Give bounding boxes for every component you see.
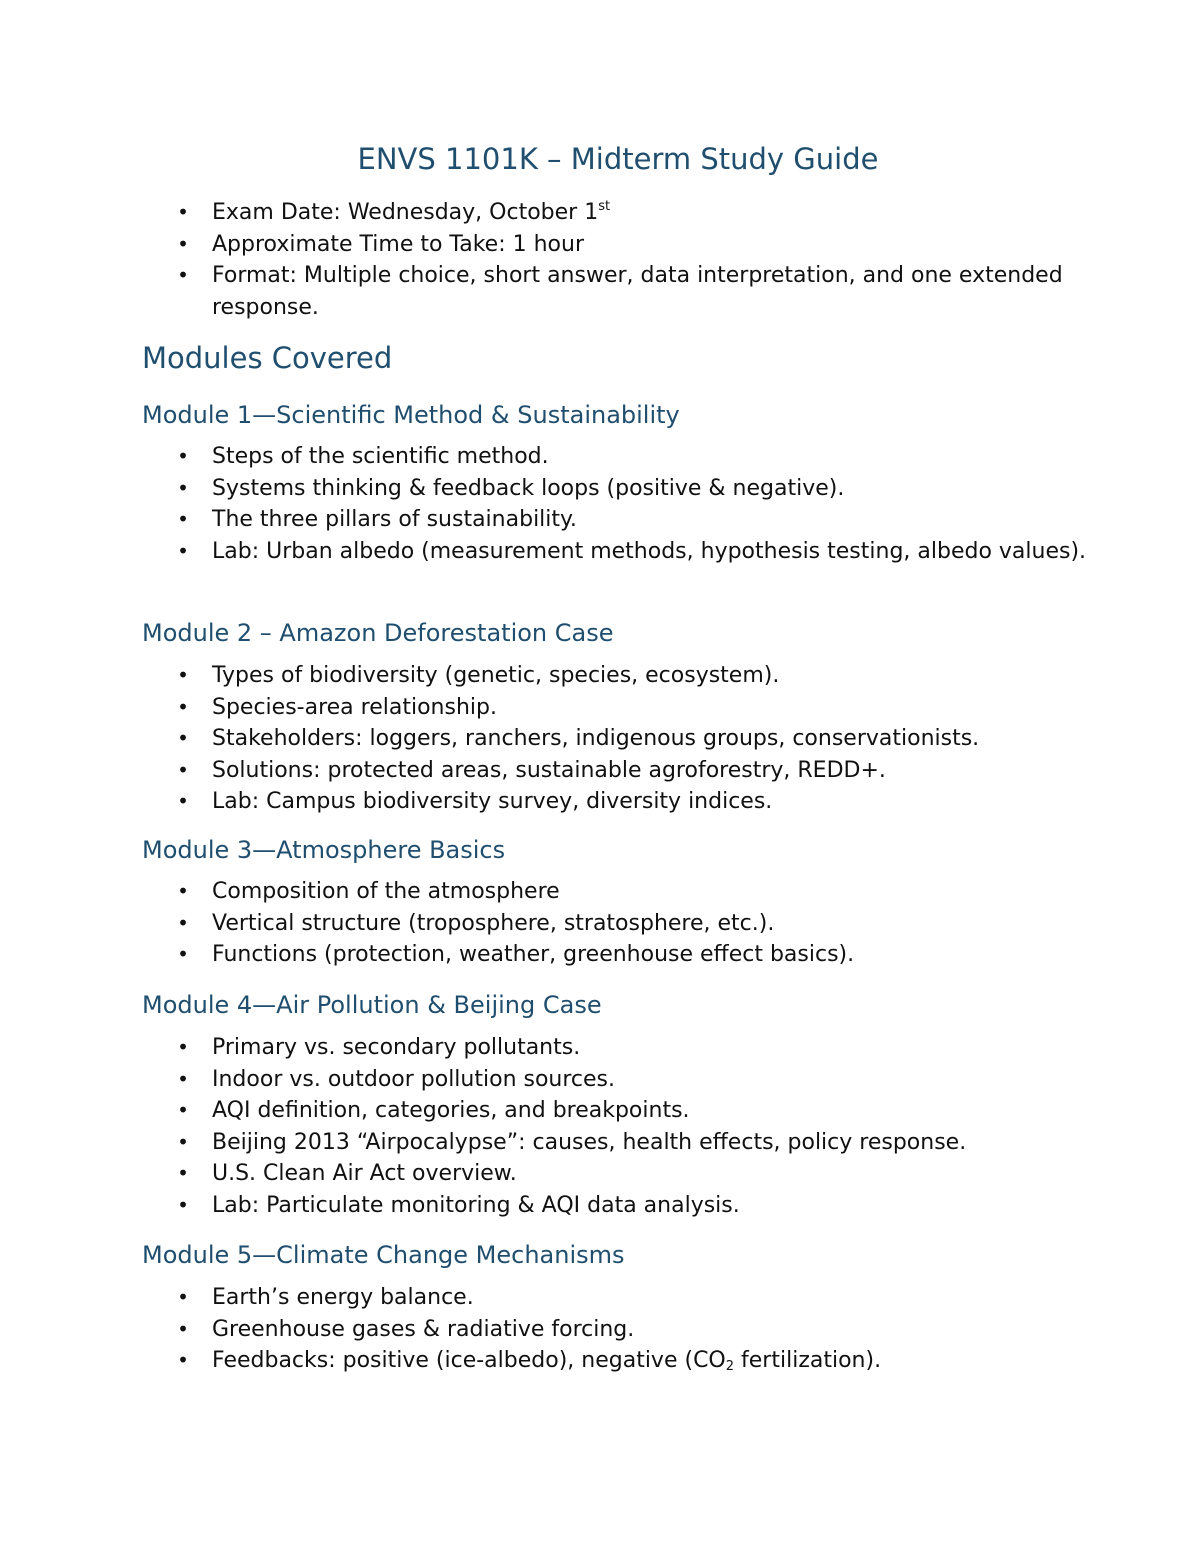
bullet-icon: •	[177, 507, 189, 531]
page-title: ENVS 1101K – Midterm Study Guide	[357, 142, 879, 176]
module-1-heading: Module 1—Scientific Method & Sustainability	[142, 401, 680, 429]
exam-info-list	[177, 197, 1092, 323]
list-item	[177, 473, 1092, 505]
list-item	[177, 1064, 1092, 1096]
exam-time-text: Approximate Time to Take: 1 hour	[212, 231, 584, 257]
list-item-text: Lab: Urban albedo (measurement methods, hypothesis testing, albedo values).	[212, 538, 1087, 564]
bullet-icon: •	[177, 1285, 189, 1309]
list-item	[177, 1095, 1092, 1127]
list-item-text-tail: fertilization).	[734, 1348, 882, 1373]
list-item	[177, 1127, 1092, 1159]
bullet-icon: •	[177, 1348, 189, 1372]
bullet-icon: •	[177, 263, 189, 287]
list-item	[177, 1345, 1092, 1377]
module-5-heading: Module 5—Climate Change Mechanisms	[142, 1241, 625, 1269]
bullet-icon: •	[177, 879, 189, 903]
module-3-list	[177, 876, 1092, 971]
modules-heading: Modules Covered	[142, 341, 393, 375]
bullet-icon: •	[177, 910, 189, 935]
bullet-icon: •	[177, 789, 189, 813]
bullet-icon: •	[177, 475, 189, 500]
bullet-icon: •	[177, 726, 189, 750]
bullet-icon: •	[177, 663, 189, 687]
list-item	[177, 536, 1092, 568]
list-item	[177, 755, 1092, 787]
list-item-text: Lab: Particulate monitoring & AQI data analysis.	[212, 1192, 740, 1218]
module-2-heading: Module 2 – Amazon Deforestation Case	[142, 619, 614, 647]
exam-date-text: Exam Date: Wednesday, October 1	[212, 200, 599, 225]
list-item-text: Steps of the scientific method.	[212, 444, 549, 469]
list-item	[177, 1190, 1092, 1222]
exam-format-text: Format: Multiple choice, short answer, data interpretation, and one extended response.	[212, 263, 1063, 320]
module-1-list	[177, 441, 1092, 567]
list-item-text: Stakeholders: loggers, ranchers, indigenous groups, conservationists.	[212, 726, 980, 751]
module-5-list	[177, 1282, 1092, 1377]
list-item	[177, 441, 1092, 473]
bullet-icon: •	[177, 1161, 189, 1185]
bullet-icon: •	[177, 1035, 189, 1059]
list-item-text: Systems thinking & feedback loops (positive & negative).	[212, 475, 845, 501]
list-item	[177, 229, 1092, 261]
bullet-icon: •	[177, 231, 189, 256]
list-item	[177, 1282, 1092, 1314]
list-item-text: Earth’s energy balance.	[212, 1285, 474, 1310]
list-item-text: Beijing 2013 “Airpocalypse”: causes, health effects, policy response.	[212, 1129, 967, 1155]
list-item-text: Vertical structure (troposphere, stratosphere, etc.).	[212, 910, 775, 936]
list-item	[177, 260, 1092, 323]
list-item	[177, 504, 1092, 536]
list-item-text: Greenhouse gases & radiative forcing.	[212, 1316, 635, 1342]
list-item-text: Functions (protection, weather, greenhouse effect basics).	[212, 942, 855, 967]
bullet-icon: •	[177, 1066, 189, 1091]
bullet-icon: •	[177, 694, 189, 719]
list-item	[177, 939, 1092, 971]
list-item	[177, 692, 1092, 724]
bullet-icon: •	[177, 538, 189, 563]
list-item	[177, 1314, 1092, 1346]
module-2-list	[177, 660, 1092, 818]
list-item-text: Lab: Campus biodiversity survey, diversity indices.	[212, 789, 773, 814]
list-item-text: Solutions: protected areas, sustainable agroforestry, REDD+.	[212, 757, 886, 783]
list-item	[177, 1032, 1092, 1064]
module-4-list	[177, 1032, 1092, 1221]
list-item-text: AQI definition, categories, and breakpoints.	[212, 1098, 690, 1123]
bullet-icon: •	[177, 1192, 189, 1217]
bullet-icon: •	[177, 1098, 189, 1122]
bullet-icon: •	[177, 757, 189, 782]
list-item	[177, 786, 1092, 818]
list-item-text: Species-area relationship.	[212, 694, 497, 720]
bullet-icon: •	[177, 1316, 189, 1341]
list-item	[177, 1158, 1092, 1190]
bullet-icon: •	[177, 942, 189, 966]
ordinal-suffix: st	[598, 199, 611, 214]
list-item-text: The three pillars of sustainability.	[212, 507, 577, 532]
list-item-text: Indoor vs. outdoor pollution sources.	[212, 1066, 616, 1092]
list-item	[177, 197, 1092, 229]
list-item	[177, 876, 1092, 908]
list-item-text: Types of biodiversity (genetic, species, ecosystem).	[212, 663, 780, 688]
subscript-two: 2	[725, 1359, 735, 1374]
list-item	[177, 723, 1092, 755]
list-item	[177, 660, 1092, 692]
bullet-icon: •	[177, 1129, 189, 1154]
list-item	[177, 908, 1092, 940]
list-item-text: Primary vs. secondary pollutants.	[212, 1035, 581, 1060]
list-item-text: Feedbacks: positive (ice-albedo), negative (CO	[212, 1348, 726, 1373]
bullet-icon: •	[177, 200, 189, 224]
module-3-heading: Module 3—Atmosphere Basics	[142, 836, 506, 864]
list-item-text: Composition of the atmosphere	[212, 879, 560, 904]
bullet-icon: •	[177, 444, 189, 468]
list-item-text: U.S. Clean Air Act overview.	[212, 1161, 517, 1186]
module-4-heading: Module 4—Air Pollution & Beijing Case	[142, 991, 602, 1019]
